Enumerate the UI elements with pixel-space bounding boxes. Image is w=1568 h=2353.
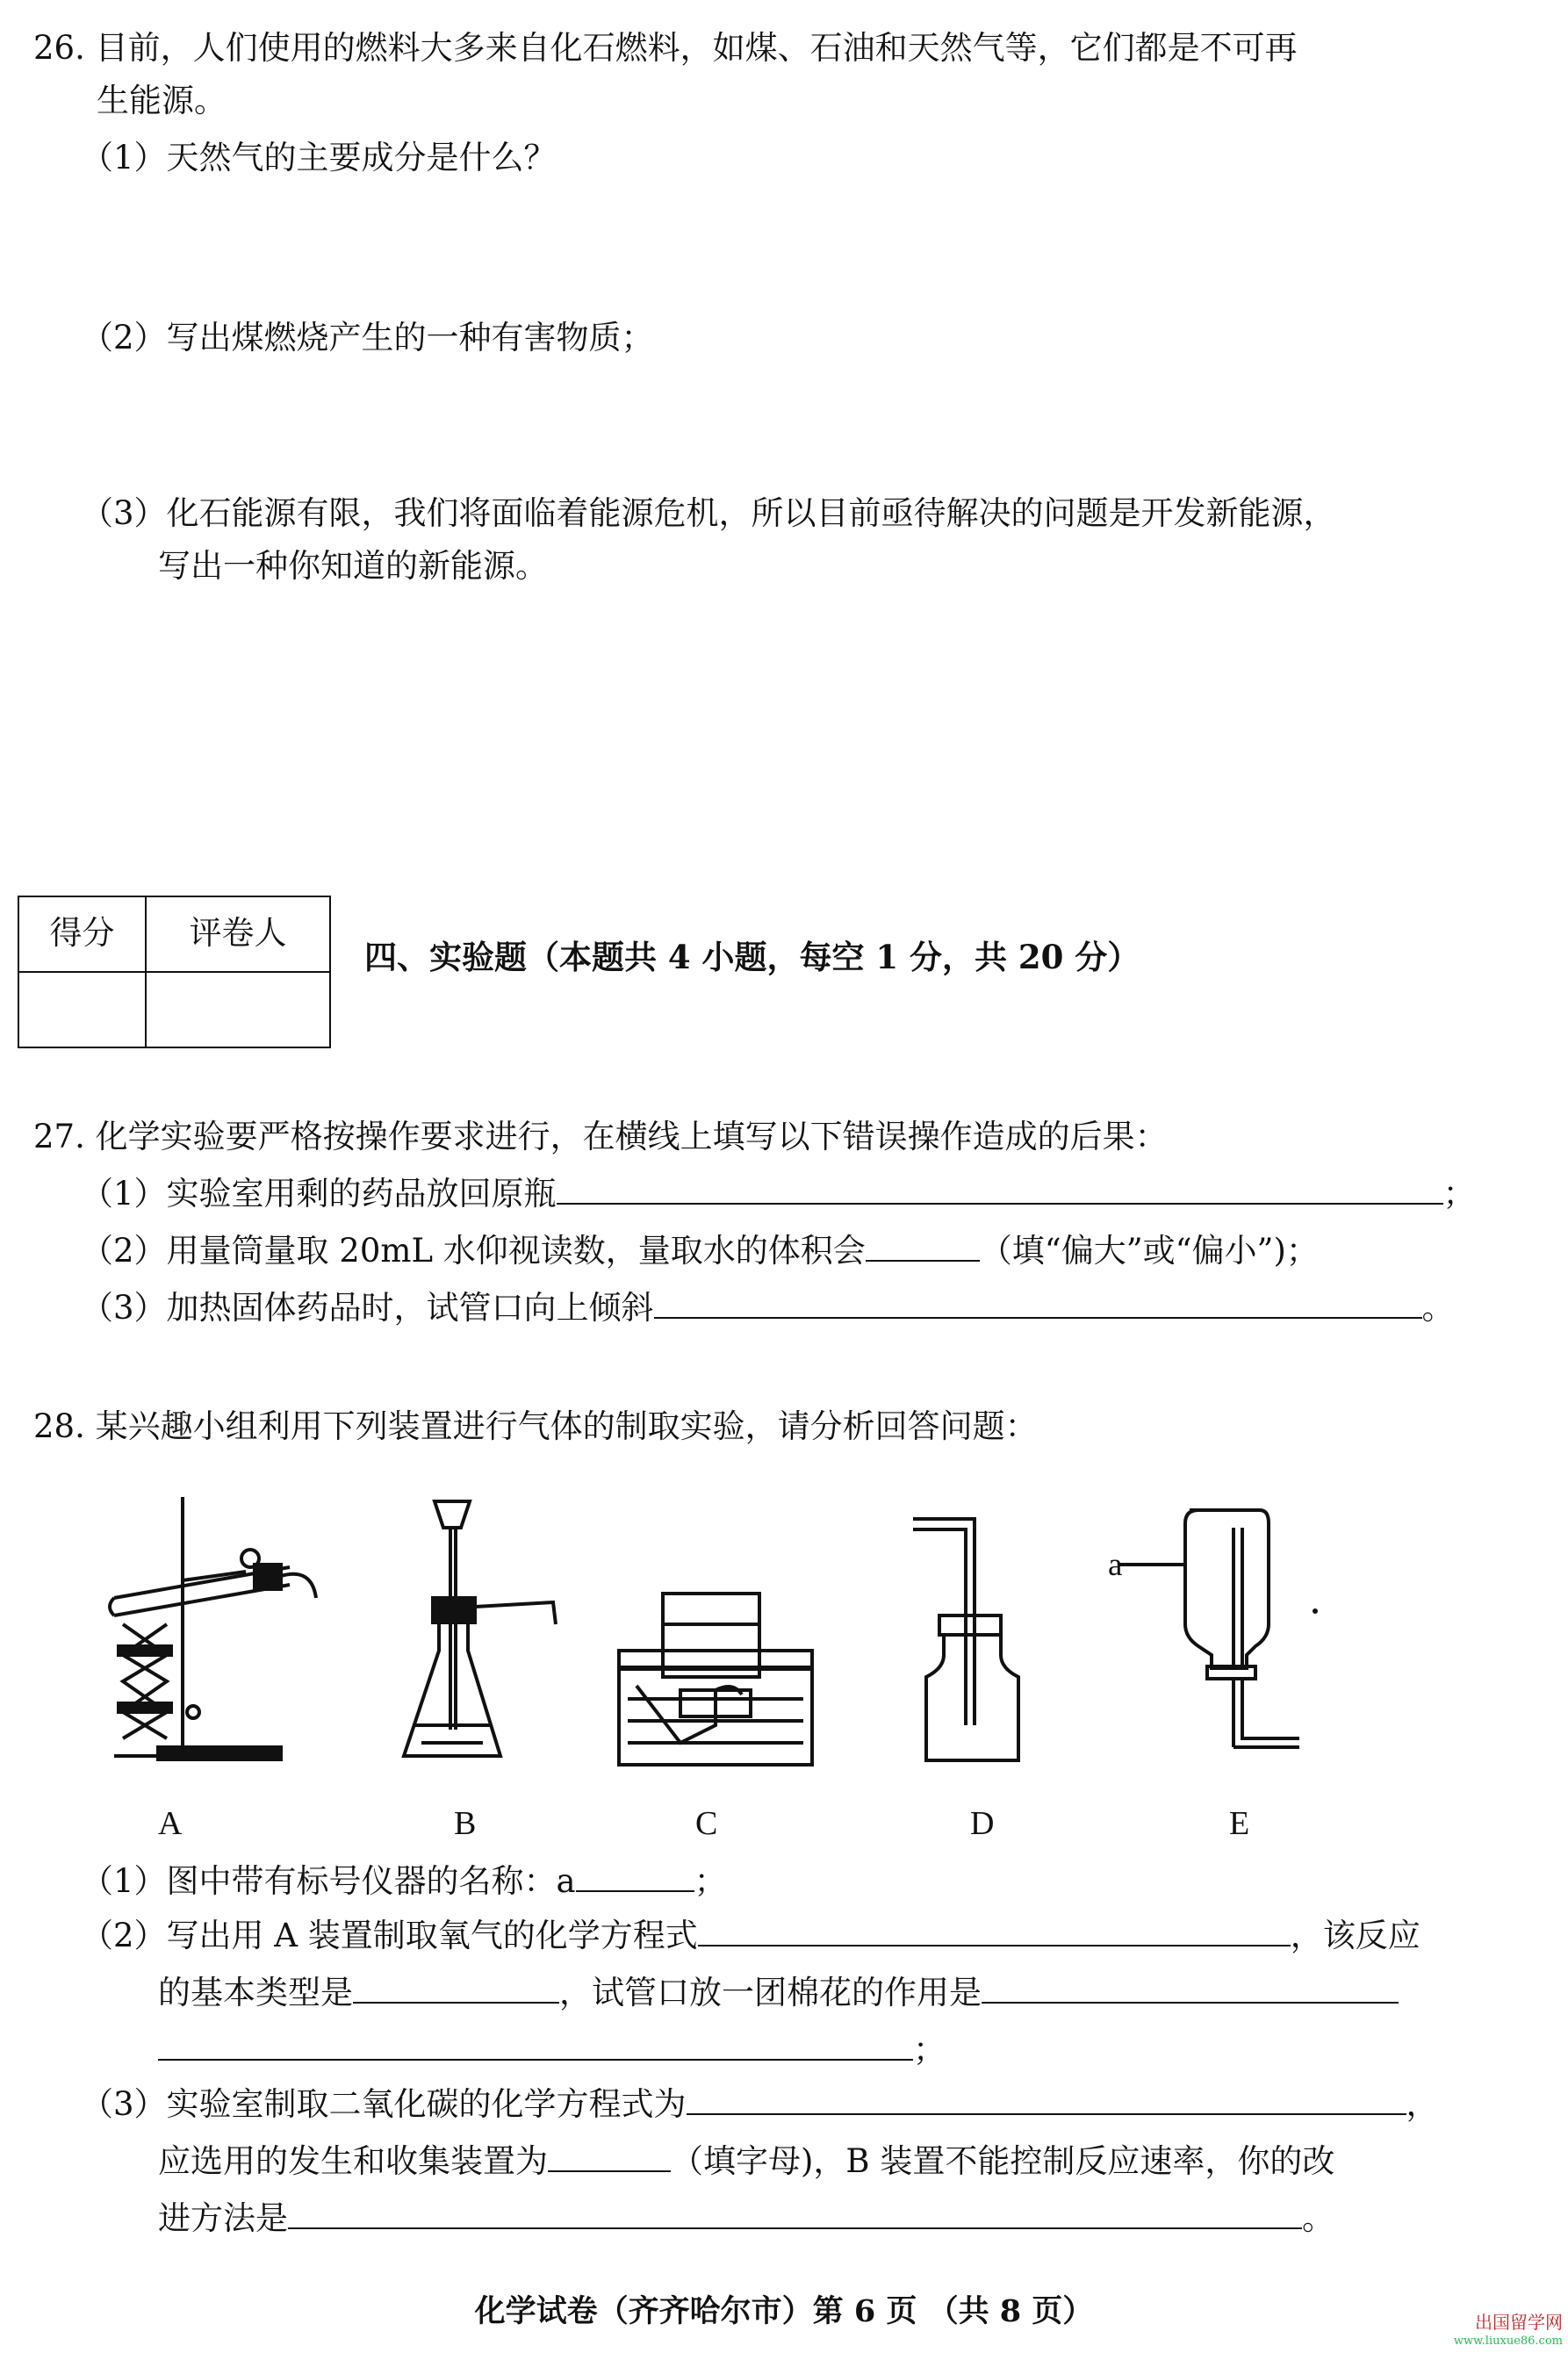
score-label: 得分	[18, 896, 146, 972]
q28-sub2-line2	[158, 1971, 1399, 2015]
q27-sub2	[81, 1229, 1319, 1273]
q28-sub2-cotton-blank-cont[interactable]	[158, 2029, 913, 2061]
q28-sub3-device-blank[interactable]	[548, 2141, 671, 2172]
q28-sub3-device-text: 应选用的发生和收集装置为	[158, 2142, 548, 2180]
q27-sub3-end: 。	[1421, 1289, 1455, 1327]
score-box	[18, 896, 331, 1048]
q27-sub1-blank[interactable]	[557, 1173, 1443, 1205]
q27-sub1-end: ；	[1442, 1175, 1476, 1212]
q28-sub3-line1	[81, 2083, 1439, 2126]
q28-sub3-end3: 。	[1302, 2199, 1334, 2237]
apparatus-c	[610, 1493, 830, 1774]
q28-sub1-end: ；	[694, 1862, 727, 1900]
watermark	[1454, 2314, 1563, 2349]
q28-sub2-line3	[158, 2028, 946, 2072]
q28-sub2-line1	[81, 1914, 1421, 1958]
q28-sub1	[81, 1860, 727, 1903]
q28-sub2-type-text: 的基本类型是	[158, 1974, 353, 2011]
grader-label: 评卷人	[146, 896, 330, 972]
q28-sub2-cotton-text: ，试管口放一团棉花的作用是	[559, 1974, 982, 2011]
q27-stem: 27. 化学实验要严格按操作要求进行，在横线上填写以下错误操作造成的后果：	[33, 1118, 1168, 1155]
q28-sub2-tail: ，该反应	[1290, 1917, 1421, 1954]
q28-sub2-equation-blank[interactable]	[698, 1915, 1291, 1946]
q28-sub3-text: （3）实验室制取二氧化碳的化学方程式为	[81, 2085, 687, 2123]
q28-sub1-text: （1）图中带有标号仪器的名称：a	[81, 1862, 576, 1900]
label-d: D	[970, 1805, 995, 1842]
q27-sub2-text: （2）用量筒量取 20mL 水仰视读数，量取水的体积会	[81, 1232, 866, 1270]
q28-sub3-improve-text: 进方法是	[158, 2199, 288, 2237]
label-e: E	[1229, 1805, 1250, 1842]
q28-stem: 28. 某兴趣小组利用下列装置进行气体的制取实验，请分析回答问题：	[33, 1407, 1038, 1445]
score-cell[interactable]	[18, 972, 146, 1047]
q28-sub3-device-tail: （填字母)，B 装置不能控制反应速率，你的改	[671, 2142, 1335, 2180]
label-a: A	[158, 1805, 183, 1842]
grader-cell[interactable]	[146, 972, 330, 1047]
apparatus-d	[904, 1493, 1062, 1774]
section4-title: 四、实验题（本题共 4 小题，每空 1 分，共 20 分）	[364, 938, 1140, 976]
q26-sub1: （1）天然气的主要成分是什么？	[81, 139, 557, 176]
q28-sub3-improve-blank[interactable]	[288, 2198, 1302, 2229]
q27-sub1-text: （1）实验室用剩的药品放回原瓶	[81, 1175, 557, 1212]
q28-sub3-equation-blank[interactable]	[687, 2083, 1406, 2115]
q27-sub3	[81, 1286, 1455, 1330]
q27-sub3-blank[interactable]	[654, 1287, 1422, 1319]
q26-sub3-line2: 写出一种你知道的新能源。	[158, 547, 548, 585]
apparatus-e	[1093, 1493, 1321, 1774]
apparatus-b	[399, 1493, 593, 1774]
watermark-cn: 出国留学网	[1475, 2312, 1563, 2333]
q26-stem-line1: 26. 目前，人们使用的燃料大多来自化石燃料，如煤、石油和天然气等，它们都是不可再	[33, 29, 1298, 67]
q28-sub1-blank[interactable]	[576, 1860, 694, 1892]
watermark-url: www.liuxue86.com	[1453, 2335, 1563, 2348]
q28-sub2-type-blank[interactable]	[353, 1972, 559, 2004]
apparatus-a	[105, 1493, 334, 1774]
mark-a: a	[1108, 1547, 1123, 1583]
q27-sub1	[81, 1172, 1476, 1216]
q28-sub3-line2	[158, 2140, 1334, 2184]
q28-sub2-cotton-blank[interactable]	[982, 1972, 1399, 2004]
q28-sub3-line3	[158, 2197, 1334, 2241]
q28-sub2-text: （2）写出用 A 装置制取氧气的化学方程式	[81, 1917, 698, 1954]
label-b: B	[454, 1805, 477, 1842]
q27-sub2-tail: （填“偏大”或“偏小”)；	[979, 1232, 1319, 1270]
q26-sub3-line1: （3）化石能源有限，我们将面临着能源危机，所以目前亟待解决的问题是开发新能源，	[81, 494, 1336, 532]
q27-sub3-text: （3）加热固体药品时，试管口向上倾斜	[81, 1289, 654, 1327]
page-footer: 化学试卷（齐齐哈尔市）第 6 页 （共 8 页）	[474, 2293, 1094, 2329]
q28-sub2-end: ；	[913, 2031, 946, 2069]
q27-sub2-blank[interactable]	[866, 1230, 980, 1262]
q28-sub3-end1: ，	[1406, 2085, 1439, 2123]
q26-sub2: （2）写出煤燃烧产生的一种有害物质；	[81, 319, 654, 356]
q26-stem-line2: 生能源。	[97, 82, 227, 119]
label-c: C	[695, 1805, 718, 1842]
